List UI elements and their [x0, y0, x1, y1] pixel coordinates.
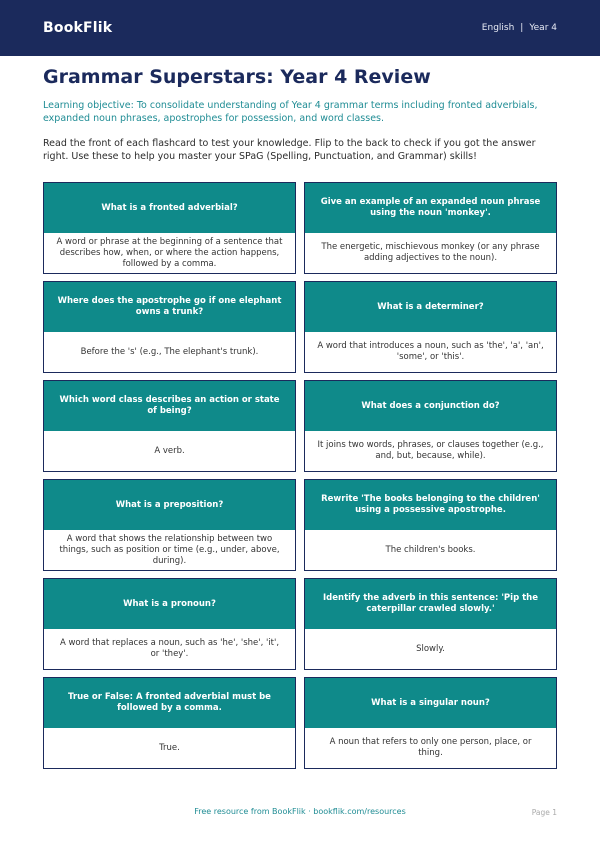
flashcard-front: What is a determiner?	[305, 282, 556, 332]
meta-separator: |	[520, 23, 524, 33]
flashcard-back: A word or phrase at the beginning of a sentence that describes how, when, or where the action happens, followed by a comma.	[56, 236, 283, 269]
learning-objective: Learning objective: To consolidate understanding of Year 4 grammar terms including fronted adverbials, expanded noun phrases, apostrophes for possession, and word classes.	[43, 100, 538, 124]
flashcard[interactable]	[43, 578, 296, 670]
flashcard[interactable]	[43, 380, 296, 472]
flashcard[interactable]	[304, 182, 557, 274]
flashcard-grid	[43, 182, 557, 769]
brand-logo[interactable]: BookFlik	[43, 20, 113, 36]
flashcard-front: What is a preposition?	[44, 480, 295, 530]
flashcard-front: What is a singular noun?	[305, 678, 556, 728]
intro-text: Read the front of each flashcard to test your knowledge. Flip to the back to check if you got the answer right. Use these to help you master your SPaG (Spelling, Punctuation, and Grammar) skills!	[43, 138, 536, 162]
flashcard-back: A noun that refers to only one person, place, or thing.	[329, 737, 532, 758]
flashcard-front: What does a conjunction do?	[305, 381, 556, 431]
flashcard[interactable]	[43, 182, 296, 274]
subject-meta	[482, 23, 557, 33]
flashcard[interactable]	[43, 479, 296, 571]
flashcard-back: Slowly.	[416, 643, 445, 654]
year-label: Year 4	[529, 23, 557, 33]
footer-credit[interactable]: Free resource from BookFlik · bookflik.com/resources	[194, 807, 406, 816]
flashcard-front: Rewrite 'The books belonging to the children' using a possessive apostrophe.	[305, 480, 556, 530]
flashcard[interactable]	[304, 677, 557, 769]
flashcard-front: Give an example of an expanded noun phrase using the noun 'monkey'.	[305, 183, 556, 233]
flashcard-back: The energetic, mischievous monkey (or any phrase adding adjectives to the noun).	[321, 242, 540, 263]
page-number: Page 1	[531, 808, 557, 817]
flashcard[interactable]	[304, 578, 557, 670]
flashcard-front: What is a pronoun?	[44, 579, 295, 629]
flashcard-back: A word that introduces a noun, such as 'the', 'a', 'an', 'some', or 'this'.	[317, 341, 544, 362]
flashcard[interactable]	[304, 479, 557, 571]
flashcard-front: Which word class describes an action or state of being?	[44, 381, 295, 431]
flashcard-front: Where does the apostrophe go if one elephant owns a trunk?	[44, 282, 295, 332]
subject-label: English	[481, 23, 515, 33]
flashcard-back: True.	[159, 742, 180, 753]
flashcard-front: What is a fronted adverbial?	[44, 183, 295, 233]
flashcard-front: Identify the adverb in this sentence: 'Pip the caterpillar crawled slowly.'	[305, 579, 556, 629]
flashcard-back: A word that replaces a noun, such as 'he', 'she', 'it', or 'they'.	[59, 638, 280, 659]
flashcard[interactable]	[304, 380, 557, 472]
page-title: Grammar Superstars: Year 4 Review	[43, 66, 431, 88]
flashcard-back: A verb.	[154, 445, 185, 456]
flashcard-front: True or False: A fronted adverbial must be followed by a comma.	[44, 678, 295, 728]
flashcard-back: A word that shows the relationship between two things, such as position or time (e.g., under, above, during).	[59, 533, 280, 566]
flashcard-back: The children's books.	[385, 544, 476, 555]
flashcard[interactable]	[304, 281, 557, 373]
top-header-bar	[0, 0, 600, 56]
flashcard[interactable]	[43, 281, 296, 373]
flashcard[interactable]	[43, 677, 296, 769]
flashcard-back: It joins two words, phrases, or clauses together (e.g., and, but, because, while).	[317, 440, 544, 461]
flashcard-back: Before the 's' (e.g., The elephant's trunk).	[80, 346, 259, 357]
